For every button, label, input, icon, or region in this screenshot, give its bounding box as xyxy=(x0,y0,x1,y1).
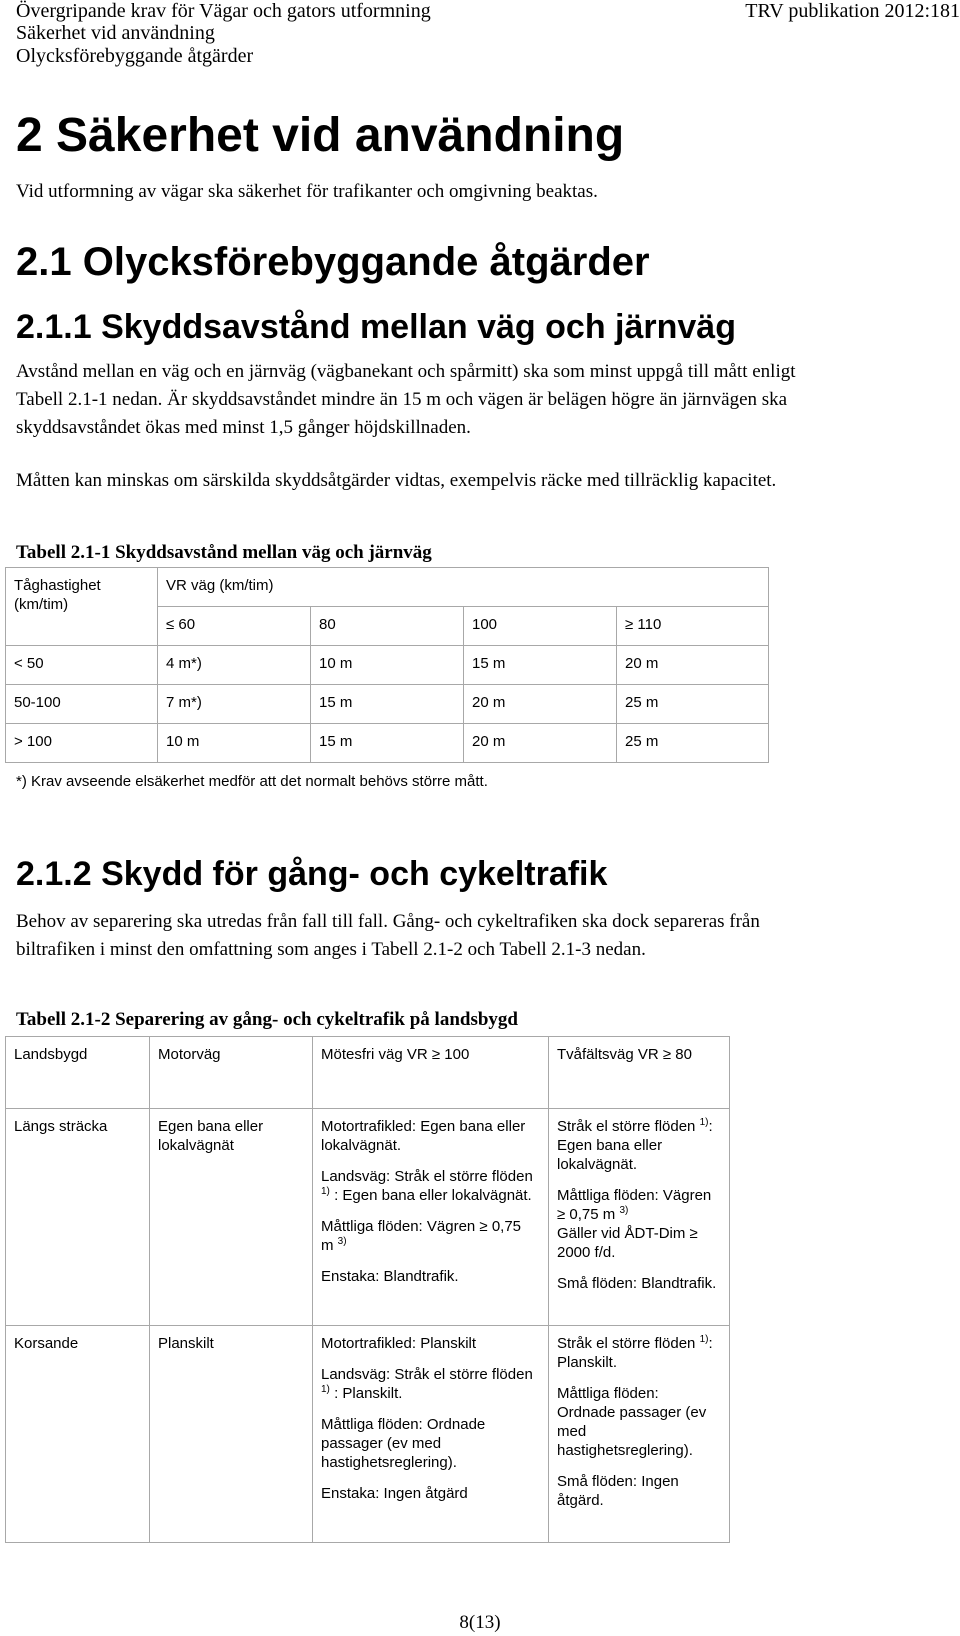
table2-cell: Egen bana eller lokalvägnät xyxy=(150,1109,313,1326)
paragraph-2-1-2 xyxy=(16,908,956,964)
table1-cell: 25 m xyxy=(617,685,769,724)
table1-cell: 15 m xyxy=(311,685,464,724)
table2 xyxy=(5,1036,730,1543)
table-row xyxy=(6,685,769,724)
table1-cell: 10 m xyxy=(158,724,311,763)
table2-row-label: Korsande xyxy=(6,1326,150,1543)
table1-subheader: 100 xyxy=(464,607,617,646)
table2-header: Mötesfri väg VR ≥ 100 xyxy=(313,1037,549,1109)
header-doc-title: Övergripande krav för Vägar och gators utformning xyxy=(16,0,431,22)
table1 xyxy=(5,567,769,763)
table1-header-train-speed: Tåghastighet (km/tim) xyxy=(6,568,158,646)
paragraph-2-1-1 xyxy=(16,358,956,442)
table2-header-row xyxy=(6,1037,730,1109)
table1-footnote: *) Krav avseende elsäkerhet medför att det normalt behövs större mått. xyxy=(16,773,488,790)
table1-cell: 15 m xyxy=(464,646,617,685)
table1-row-label: 50-100 xyxy=(6,685,158,724)
table2-cell: Motortrafikled: Planskilt Landsväg: Stråk el större flöden $^{1)}$ : Planskilt. Måttliga flöden: Ordnade passager (ev med hastighetsreglering). Enstaka: Ingen åtgärd xyxy=(313,1326,549,1543)
header-section: Olycksförebyggande åtgärder xyxy=(16,45,254,67)
table1-cell: 20 m xyxy=(464,724,617,763)
table2-caption: Tabell 2.1-2 Separering av gång- och cykeltrafik på landsbygd xyxy=(16,1009,518,1030)
table1-header-road-speed: VR väg (km/tim) xyxy=(158,568,769,607)
table-row xyxy=(6,1326,730,1543)
table1-subheader: ≥ 110 xyxy=(617,607,769,646)
table2-header: Landsbygd xyxy=(6,1037,150,1109)
table1-row-label: > 100 xyxy=(6,724,158,763)
table-row xyxy=(6,1109,730,1326)
table2-cell: Planskilt xyxy=(150,1326,313,1543)
table1-subheader: ≤ 60 xyxy=(158,607,311,646)
paragraph-line: skyddsavståndet ökas med minst 1,5 gånger höjdskillnaden. xyxy=(16,417,471,438)
table2-row-label: Längs sträcka xyxy=(6,1109,150,1326)
heading-2-1-1: 2.1.1 Skyddsavstånd mellan väg och järnväg xyxy=(16,308,736,346)
table1-caption: Tabell 2.1-1 Skyddsavstånd mellan väg och järnväg xyxy=(16,542,432,563)
paragraph-line: Behov av separering ska utredas från fall till fall. Gång- och cykeltrafiken ska dock separeras från xyxy=(16,911,760,932)
table1-cell: 20 m xyxy=(617,646,769,685)
page-number: 8(13) xyxy=(459,1612,501,1633)
table-row xyxy=(6,724,769,763)
table2-cell: Stråk el större flöden $^{1)}$: Planskilt. Måttliga flöden: Ordnade passager (ev med hastighetsreglering). Små flöden: Ingen åtgärd. xyxy=(549,1326,730,1543)
header-chapter: Säkerhet vid användning xyxy=(16,22,215,44)
heading-2-1-2: 2.1.2 Skydd för gång- och cykeltrafik xyxy=(16,855,608,893)
table1-cell: 15 m xyxy=(311,724,464,763)
paragraph-line: Tabell 2.1-1 nedan. Är skyddsavståndet mindre än 15 m och vägen är belägen högre än järnvägen ska xyxy=(16,389,788,410)
table1-cell: 25 m xyxy=(617,724,769,763)
paragraph-line: Avstånd mellan en väg och en järnväg (vägbanekant och spårmitt) ska som minst uppgå till mått enligt xyxy=(16,361,796,382)
table1-subheader: 80 xyxy=(311,607,464,646)
table2-header: Tvåfältsväg VR ≥ 80 xyxy=(549,1037,730,1109)
table1-row-label: < 50 xyxy=(6,646,158,685)
table-row xyxy=(6,646,769,685)
table2-header: Motorväg xyxy=(150,1037,313,1109)
table1-cell: 20 m xyxy=(464,685,617,724)
header-publication-id: TRV publikation 2012:181 xyxy=(745,0,960,22)
subsection-heading: 2.1 Olycksförebyggande åtgärder xyxy=(16,240,650,284)
section-heading: 2 Säkerhet vid användning xyxy=(16,109,625,162)
table1-cell: 4 m*) xyxy=(158,646,311,685)
table2-cell: Stråk el större flöden $^{1)}$: Egen bana eller lokalvägnät. Måttliga flöden: Vägren ≥ 0,75 m $^{3)}$ Gäller vid ÅDT-Dim ≥ 2000 f/d. Små flöden: Blandtrafik. xyxy=(549,1109,730,1326)
section-intro: Vid utformning av vägar ska säkerhet för trafikanter och omgivning beaktas. xyxy=(16,181,598,202)
paragraph-2-1-1-b: Måtten kan minskas om särskilda skyddsåtgärder vidtas, exempelvis räcke med tillräcklig kapacitet. xyxy=(16,470,777,491)
table1-cell: 10 m xyxy=(311,646,464,685)
table2-cell: Motortrafikled: Egen bana eller lokalvägnät. Landsväg: Stråk el större flöden $^{1)}$ : Egen bana eller lokalvägnät. Måttliga flöden: Vägren ≥ 0,75 m $^{3)}$ Enstaka: Blandtrafik. xyxy=(313,1109,549,1326)
table1-cell: 7 m*) xyxy=(158,685,311,724)
paragraph-line: biltrafiken i minst den omfattning som anges i Tabell 2.1-2 och Tabell 2.1-3 nedan. xyxy=(16,939,646,960)
